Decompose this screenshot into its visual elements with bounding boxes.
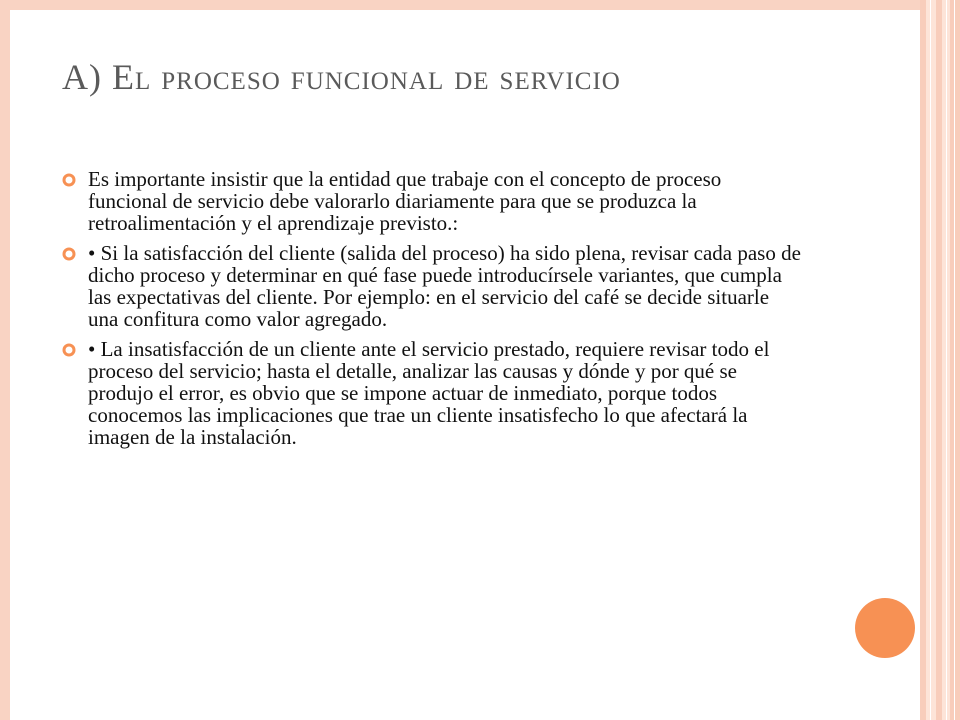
bullet-text: • Si la satisfacción del cliente (salida del proceso) ha sido plena, revisar cada paso de dicho proceso y determinar en qué fase puede introducírsele variantes, que cumpla las expectativas del cliente. Por ejemplo: en el servicio del café se decide situarle una confitura como valor agregado. (88, 241, 801, 331)
bullet-item (62, 242, 802, 330)
decorative-orange-circle (855, 598, 915, 658)
orange-ring-bullet-icon (62, 343, 76, 357)
slide-border-top (0, 0, 960, 10)
slide-border-left (0, 0, 10, 720)
bullet-text: Es importante insistir que la entidad que trabaje con el concepto de proceso funcional de servicio debe valorarlo diariamente para que se produzca la retroalimentación y el aprendizaje previsto.: (88, 167, 722, 235)
bullet-list (62, 168, 802, 456)
orange-ring-bullet-icon (62, 247, 76, 261)
bullet-text: • La insatisfacción de un cliente ante el servicio prestado, requiere revisar todo el proceso del servicio; hasta el detalle, analizar las causas y dónde y por qué se produjo el error, es obvio que se impone actuar de inmediato, porque todos conocemos las implicaciones que trae un cliente insatisfecho lo que afectará la imagen de la instalación. (88, 337, 770, 449)
slide-title: A) El proceso funcional de servicio (62, 57, 621, 97)
orange-ring-bullet-icon (62, 173, 76, 187)
decorative-side-band (920, 0, 960, 720)
bullet-item (62, 168, 802, 234)
bullet-item (62, 338, 802, 448)
